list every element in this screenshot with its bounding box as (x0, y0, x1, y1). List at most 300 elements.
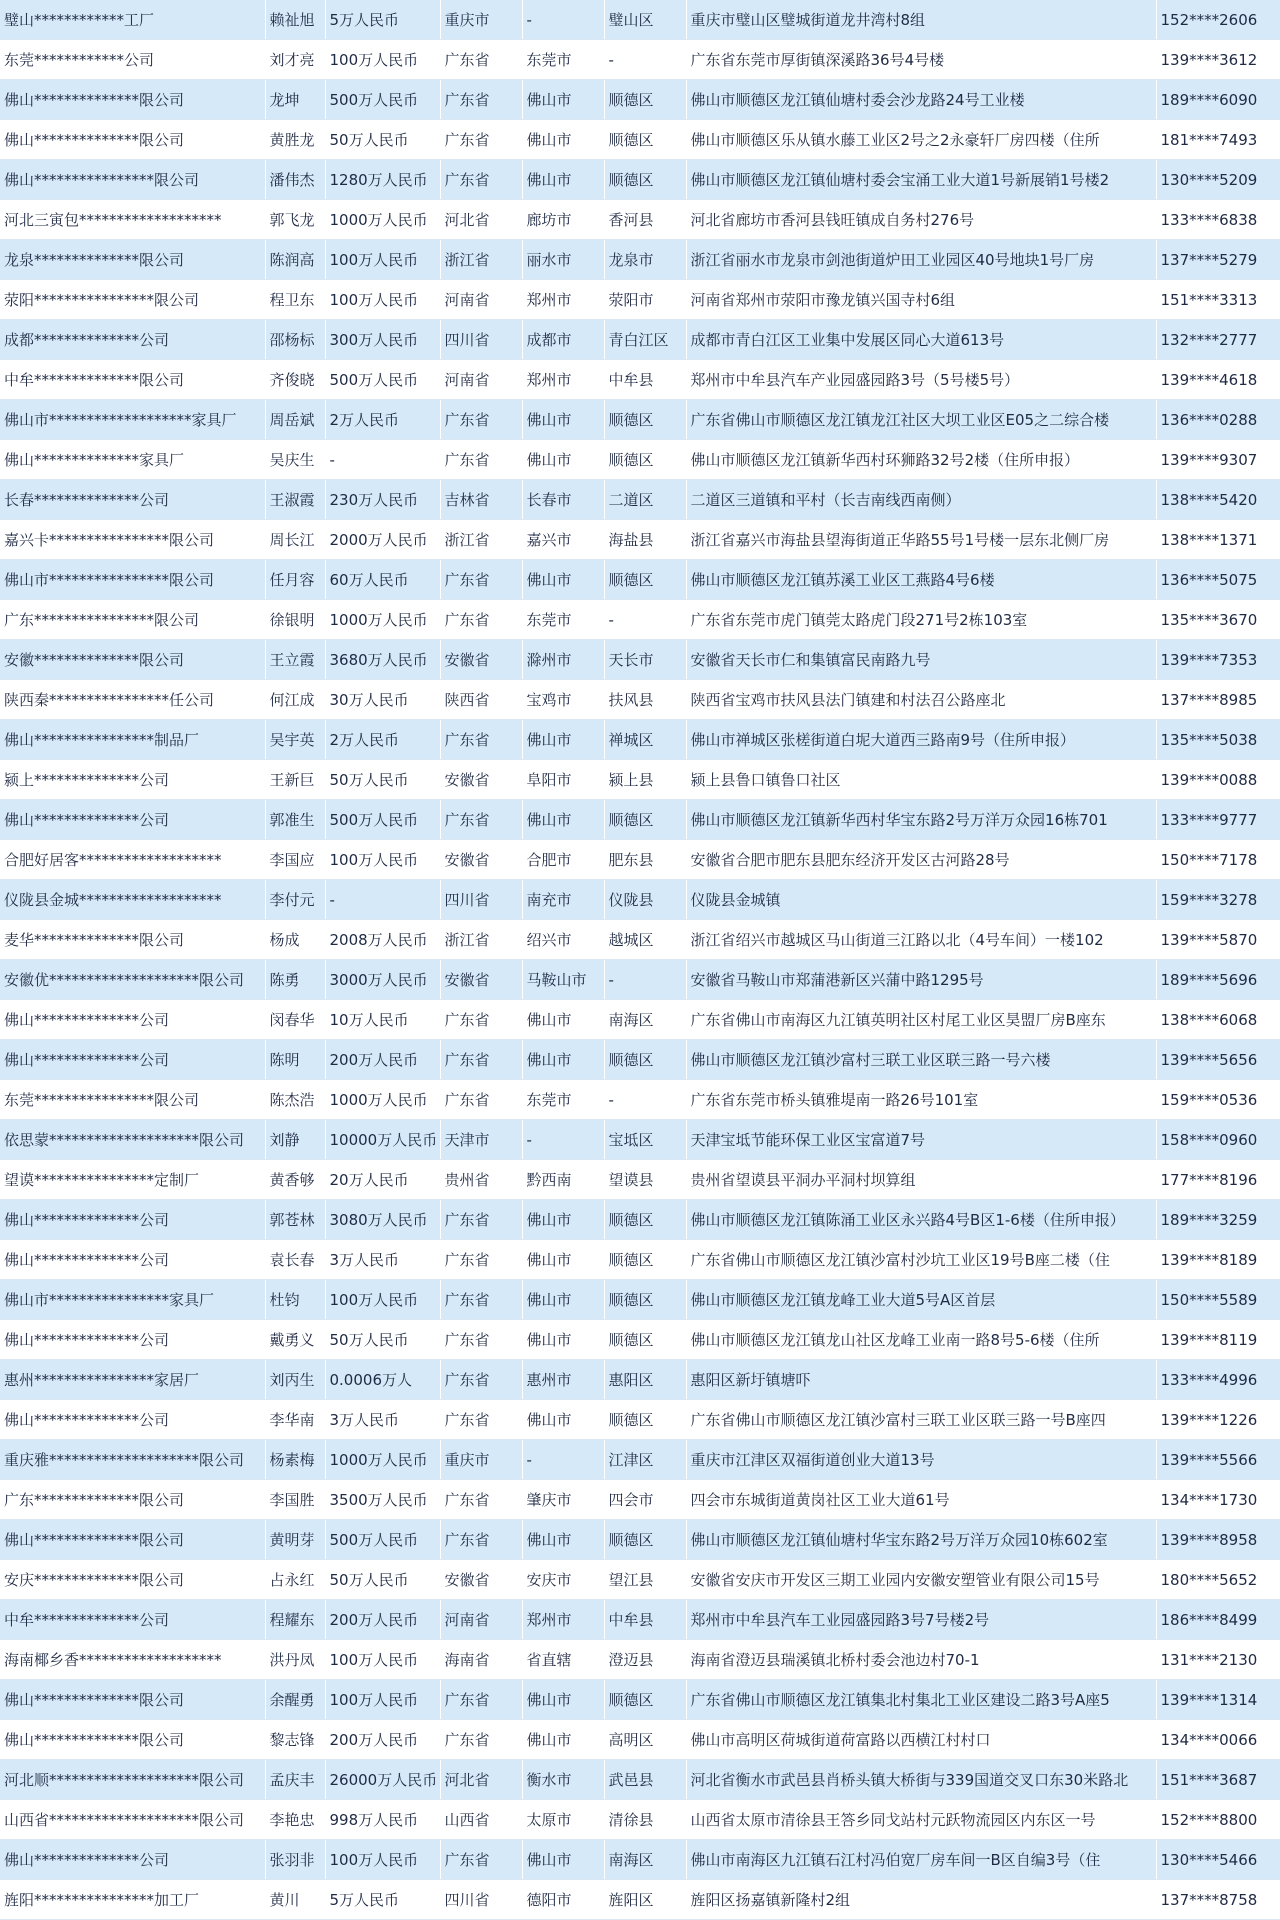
province-cell: 四川省 (440, 880, 522, 920)
district-cell: - (604, 600, 686, 640)
table-row (0, 1800, 1280, 1840)
province-cell: 广东省 (440, 560, 522, 600)
capital-cell: 50万人民币 (325, 1320, 440, 1360)
district-cell: 香河县 (604, 200, 686, 240)
company-name-cell: 佛山**************公司 (0, 800, 265, 840)
address-cell: 颍上县鲁口镇鲁口社区 (686, 760, 1156, 800)
contact-name-cell: 陈杰浩 (265, 1080, 325, 1120)
contact-name-cell: 郭苍林 (265, 1200, 325, 1240)
company-name-cell: 佛山**************公司 (0, 1240, 265, 1280)
contact-name-cell: 陈勇 (265, 960, 325, 1000)
city-cell: 省直辖 (522, 1640, 604, 1680)
company-name-cell: 佛山**************家具厂 (0, 440, 265, 480)
contact-name-cell: 闵春华 (265, 1000, 325, 1040)
capital-cell: 100万人民币 (325, 240, 440, 280)
capital-cell: 1000万人民币 (325, 1080, 440, 1120)
province-cell: 广东省 (440, 1240, 522, 1280)
capital-cell: 1000万人民币 (325, 1440, 440, 1480)
table-row (0, 1880, 1280, 1920)
phone-cell: 138****1371 (1156, 520, 1280, 560)
phone-cell: 133****4996 (1156, 1360, 1280, 1400)
province-cell: 广东省 (440, 1400, 522, 1440)
address-cell: 广东省东莞市虎门镇莞太路虎门段271号2栋103室 (686, 600, 1156, 640)
capital-cell: 3000万人民币 (325, 960, 440, 1000)
table-row (0, 920, 1280, 960)
contact-name-cell: 程耀东 (265, 1600, 325, 1640)
city-cell: 衡水市 (522, 1760, 604, 1800)
company-name-cell: 佛山市****************家具厂 (0, 1280, 265, 1320)
phone-cell: 159****0536 (1156, 1080, 1280, 1120)
address-cell: 山西省太原市清徐县王答乡同戈站村元跃物流园区内东区一号 (686, 1800, 1156, 1840)
contact-name-cell: 龙坤 (265, 80, 325, 120)
phone-cell: 152****2606 (1156, 0, 1280, 40)
address-cell: 佛山市顺德区龙江镇仙塘村委会沙龙路24号工业楼 (686, 80, 1156, 120)
province-cell: 四川省 (440, 320, 522, 360)
table-row (0, 40, 1280, 80)
district-cell: 顺德区 (604, 400, 686, 440)
company-name-cell: 重庆雅********************限公司 (0, 1440, 265, 1480)
table-row (0, 600, 1280, 640)
phone-cell: 131****2130 (1156, 1640, 1280, 1680)
city-cell: 佛山市 (522, 1320, 604, 1360)
address-cell: 贵州省望谟县平洞办平洞村坝算组 (686, 1160, 1156, 1200)
address-cell: 佛山市顺德区龙江镇苏溪工业区工燕路4号6楼 (686, 560, 1156, 600)
capital-cell: 60万人民币 (325, 560, 440, 600)
city-cell: 佛山市 (522, 1840, 604, 1880)
company-name-cell: 龙泉**************限公司 (0, 240, 265, 280)
table-row (0, 1080, 1280, 1120)
city-cell: - (522, 0, 604, 40)
contact-name-cell: 黄川 (265, 1880, 325, 1920)
capital-cell: 3万人民币 (325, 1400, 440, 1440)
table-row (0, 480, 1280, 520)
contact-name-cell: 杜钧 (265, 1280, 325, 1320)
city-cell: 丽水市 (522, 240, 604, 280)
capital-cell: 500万人民币 (325, 80, 440, 120)
city-cell: 郑州市 (522, 280, 604, 320)
table-row (0, 240, 1280, 280)
capital-cell: 300万人民币 (325, 320, 440, 360)
table-row (0, 440, 1280, 480)
company-name-cell: 麦华**************限公司 (0, 920, 265, 960)
city-cell: 肇庆市 (522, 1480, 604, 1520)
province-cell: 天津市 (440, 1120, 522, 1160)
address-cell: 天津宝坻节能环保工业区宝富道7号 (686, 1120, 1156, 1160)
address-cell: 浙江省绍兴市越城区马山街道三江路以北（4号车间）一楼102 (686, 920, 1156, 960)
contact-name-cell: 陈明 (265, 1040, 325, 1080)
city-cell: 黔西南 (522, 1160, 604, 1200)
address-cell: 成都市青白江区工业集中发展区同心大道613号 (686, 320, 1156, 360)
phone-cell: 180****5652 (1156, 1560, 1280, 1600)
district-cell: 龙泉市 (604, 240, 686, 280)
address-cell: 浙江省嘉兴市海盐县望海街道正华路55号1号楼一层东北侧厂房 (686, 520, 1156, 560)
province-cell: 广东省 (440, 1360, 522, 1400)
province-cell: 吉林省 (440, 480, 522, 520)
city-cell: 东莞市 (522, 1080, 604, 1120)
district-cell: 旌阳区 (604, 1880, 686, 1920)
company-name-cell: 东莞****************限公司 (0, 1080, 265, 1120)
province-cell: 安徽省 (440, 760, 522, 800)
capital-cell: 200万人民币 (325, 1720, 440, 1760)
district-cell: 江津区 (604, 1440, 686, 1480)
city-cell: 佛山市 (522, 560, 604, 600)
capital-cell: 998万人民币 (325, 1800, 440, 1840)
table-row (0, 1840, 1280, 1880)
capital-cell: 3万人民币 (325, 1240, 440, 1280)
phone-cell: 139****5566 (1156, 1440, 1280, 1480)
contact-name-cell: 陈润高 (265, 240, 325, 280)
table-row (0, 1520, 1280, 1560)
phone-cell: 189****6090 (1156, 80, 1280, 120)
table-row (0, 1040, 1280, 1080)
company-name-cell: 河北顺********************限公司 (0, 1760, 265, 1800)
table-row (0, 760, 1280, 800)
city-cell: 佛山市 (522, 1000, 604, 1040)
city-cell: 南充市 (522, 880, 604, 920)
company-name-cell: 佛山**************公司 (0, 1320, 265, 1360)
address-cell: 仪陇县金城镇 (686, 880, 1156, 920)
address-cell: 浙江省丽水市龙泉市剑池街道炉田工业园区40号地块1号厂房 (686, 240, 1156, 280)
province-cell: 四川省 (440, 1880, 522, 1920)
city-cell: 佛山市 (522, 400, 604, 440)
address-cell: 郑州市中牟县汽车工业园盛园路3号7号楼2号 (686, 1600, 1156, 1640)
contact-name-cell: 戴勇义 (265, 1320, 325, 1360)
contact-name-cell: 李付元 (265, 880, 325, 920)
table-row (0, 560, 1280, 600)
province-cell: 广东省 (440, 1320, 522, 1360)
capital-cell: 3680万人民币 (325, 640, 440, 680)
contact-name-cell: 郭准生 (265, 800, 325, 840)
phone-cell: 138****6068 (1156, 1000, 1280, 1040)
company-name-cell: 佛山**************公司 (0, 1000, 265, 1040)
table-row (0, 320, 1280, 360)
address-cell: 旌阳区扬嘉镇新隆村2组 (686, 1880, 1156, 1920)
phone-cell: 186****8499 (1156, 1600, 1280, 1640)
district-cell: 澄迈县 (604, 1640, 686, 1680)
city-cell: 长春市 (522, 480, 604, 520)
district-cell: 宝坻区 (604, 1120, 686, 1160)
contact-name-cell: 占永红 (265, 1560, 325, 1600)
capital-cell: 50万人民币 (325, 760, 440, 800)
province-cell: 广东省 (440, 1200, 522, 1240)
capital-cell: 10000万人民币 (325, 1120, 440, 1160)
province-cell: 广东省 (440, 1520, 522, 1560)
company-name-cell: 荥阳****************限公司 (0, 280, 265, 320)
province-cell: 广东省 (440, 1480, 522, 1520)
company-name-cell: 惠州****************家居厂 (0, 1360, 265, 1400)
capital-cell: 0.0006万人 (325, 1360, 440, 1400)
capital-cell: 100万人民币 (325, 1680, 440, 1720)
city-cell: 佛山市 (522, 1400, 604, 1440)
capital-cell: 5万人民币 (325, 0, 440, 40)
phone-cell: 150****5589 (1156, 1280, 1280, 1320)
address-cell: 广东省佛山市南海区九江镇英明社区村尾工业区昊盟厂房B座东 (686, 1000, 1156, 1040)
company-name-cell: 成都**************公司 (0, 320, 265, 360)
city-cell: 郑州市 (522, 360, 604, 400)
table-row (0, 1760, 1280, 1800)
district-cell: 海盐县 (604, 520, 686, 560)
district-cell: 颍上县 (604, 760, 686, 800)
address-cell: 佛山市顺德区乐从镇水藤工业区2号之2永豪轩厂房四楼（住所 (686, 120, 1156, 160)
capital-cell: 1000万人民币 (325, 600, 440, 640)
city-cell: 滁州市 (522, 640, 604, 680)
address-cell: 重庆市江津区双福街道创业大道13号 (686, 1440, 1156, 1480)
city-cell: 合肥市 (522, 840, 604, 880)
company-name-cell: 佛山**************公司 (0, 1200, 265, 1240)
phone-cell: 136****0288 (1156, 400, 1280, 440)
phone-cell: 189****3259 (1156, 1200, 1280, 1240)
address-cell: 海南省澄迈县瑞溪镇北桥村委会池边村70-1 (686, 1640, 1156, 1680)
table-row (0, 1600, 1280, 1640)
city-cell: 成都市 (522, 320, 604, 360)
table-row (0, 880, 1280, 920)
table-row (0, 1200, 1280, 1240)
city-cell: 佛山市 (522, 1240, 604, 1280)
phone-cell: 130****5209 (1156, 160, 1280, 200)
district-cell: 中牟县 (604, 1600, 686, 1640)
contact-name-cell: 吴宇英 (265, 720, 325, 760)
province-cell: 浙江省 (440, 920, 522, 960)
phone-cell: 177****8196 (1156, 1160, 1280, 1200)
table-row (0, 680, 1280, 720)
company-name-cell: 佛山**************限公司 (0, 120, 265, 160)
district-cell: 中牟县 (604, 360, 686, 400)
capital-cell: 100万人民币 (325, 1840, 440, 1880)
table-row (0, 1120, 1280, 1160)
capital-cell: 2万人民币 (325, 400, 440, 440)
company-name-cell: 佛山**************公司 (0, 1840, 265, 1880)
district-cell: - (604, 1080, 686, 1120)
city-cell: 佛山市 (522, 1280, 604, 1320)
province-cell: 浙江省 (440, 520, 522, 560)
contact-name-cell: 程卫东 (265, 280, 325, 320)
address-cell: 广东省东莞市桥头镇雅堤南一路26号101室 (686, 1080, 1156, 1120)
address-cell: 安徽省马鞍山市郑蒲港新区兴蒲中路1295号 (686, 960, 1156, 1000)
capital-cell: 3500万人民币 (325, 1480, 440, 1520)
company-name-cell: 仪陇县金城******************* (0, 880, 265, 920)
phone-cell: 181****7493 (1156, 120, 1280, 160)
contact-name-cell: 齐俊晓 (265, 360, 325, 400)
address-cell: 广东省佛山市顺德区龙江镇沙富村三联工业区联三路一号B座四 (686, 1400, 1156, 1440)
phone-cell: 189****5696 (1156, 960, 1280, 1000)
district-cell: 顺德区 (604, 1680, 686, 1720)
contact-name-cell: 黄明芽 (265, 1520, 325, 1560)
capital-cell: 500万人民币 (325, 360, 440, 400)
phone-cell: 133****9777 (1156, 800, 1280, 840)
company-name-cell: 佛山**************限公司 (0, 1680, 265, 1720)
province-cell: 广东省 (440, 80, 522, 120)
table-row (0, 200, 1280, 240)
address-cell: 陕西省宝鸡市扶风县法门镇建和村法召公路座北 (686, 680, 1156, 720)
contact-name-cell: 李艳忠 (265, 1800, 325, 1840)
district-cell: 高明区 (604, 1720, 686, 1760)
city-cell: 佛山市 (522, 1040, 604, 1080)
company-name-cell: 佛山市*******************家具厂 (0, 400, 265, 440)
contact-name-cell: 徐银明 (265, 600, 325, 640)
capital-cell: 100万人民币 (325, 1640, 440, 1680)
contact-name-cell: 杨素梅 (265, 1440, 325, 1480)
table-row (0, 160, 1280, 200)
phone-cell: 139****8958 (1156, 1520, 1280, 1560)
province-cell: 海南省 (440, 1640, 522, 1680)
company-name-cell: 安徽优********************限公司 (0, 960, 265, 1000)
district-cell: 青白江区 (604, 320, 686, 360)
address-cell: 惠阳区新圩镇塘吓 (686, 1360, 1156, 1400)
capital-cell: 30万人民币 (325, 680, 440, 720)
city-cell: 佛山市 (522, 800, 604, 840)
table-row (0, 1640, 1280, 1680)
province-cell: 广东省 (440, 800, 522, 840)
province-cell: 安徽省 (440, 640, 522, 680)
capital-cell: - (325, 880, 440, 920)
district-cell: 荥阳市 (604, 280, 686, 320)
company-name-cell: 河北三寅包******************* (0, 200, 265, 240)
contact-name-cell: 刘丙生 (265, 1360, 325, 1400)
phone-cell: 137****5279 (1156, 240, 1280, 280)
table-row (0, 1280, 1280, 1320)
phone-cell: 139****0088 (1156, 760, 1280, 800)
district-cell: 璧山区 (604, 0, 686, 40)
company-name-cell: 璧山************工厂 (0, 0, 265, 40)
contact-name-cell: 李国应 (265, 840, 325, 880)
city-cell: - (522, 1120, 604, 1160)
address-cell: 佛山市顺德区龙江镇仙塘村委会宝涌工业大道1号新展销1号楼2 (686, 160, 1156, 200)
capital-cell: 200万人民币 (325, 1040, 440, 1080)
district-cell: 天长市 (604, 640, 686, 680)
province-cell: 河南省 (440, 1600, 522, 1640)
district-cell: 南海区 (604, 1000, 686, 1040)
phone-cell: 130****5466 (1156, 1840, 1280, 1880)
city-cell: 佛山市 (522, 120, 604, 160)
district-cell: - (604, 960, 686, 1000)
table-row (0, 640, 1280, 680)
company-name-cell: 佛山**************公司 (0, 1400, 265, 1440)
province-cell: 河南省 (440, 360, 522, 400)
province-cell: 广东省 (440, 1040, 522, 1080)
phone-cell: 137****8758 (1156, 1880, 1280, 1920)
phone-cell: 138****5420 (1156, 480, 1280, 520)
province-cell: 广东省 (440, 440, 522, 480)
city-cell: 佛山市 (522, 440, 604, 480)
province-cell: 安徽省 (440, 1560, 522, 1600)
capital-cell: 100万人民币 (325, 280, 440, 320)
province-cell: 广东省 (440, 720, 522, 760)
province-cell: 河北省 (440, 200, 522, 240)
company-name-cell: 嘉兴卡****************限公司 (0, 520, 265, 560)
company-name-cell: 佛山**************限公司 (0, 1520, 265, 1560)
address-cell: 重庆市璧山区璧城街道龙井湾村8组 (686, 0, 1156, 40)
district-cell: 顺德区 (604, 560, 686, 600)
capital-cell: 100万人民币 (325, 840, 440, 880)
phone-cell: 133****6838 (1156, 200, 1280, 240)
company-name-cell: 长春**************公司 (0, 480, 265, 520)
address-cell: 佛山市南海区九江镇石江村冯伯宽厂房车间一B区自编3号（住 (686, 1840, 1156, 1880)
contact-name-cell: 袁长春 (265, 1240, 325, 1280)
province-cell: 广东省 (440, 1680, 522, 1720)
city-cell: 廊坊市 (522, 200, 604, 240)
address-cell: 郑州市中牟县汽车产业园盛园路3号（5号楼5号） (686, 360, 1156, 400)
province-cell: 安徽省 (440, 960, 522, 1000)
contact-name-cell: 杨成 (265, 920, 325, 960)
contact-name-cell: 刘静 (265, 1120, 325, 1160)
address-cell: 广东省东莞市厚街镇深溪路36号4号楼 (686, 40, 1156, 80)
capital-cell: 500万人民币 (325, 1520, 440, 1560)
table-row (0, 280, 1280, 320)
company-name-cell: 佛山**************公司 (0, 1040, 265, 1080)
contact-name-cell: 郭飞龙 (265, 200, 325, 240)
company-name-cell: 佛山****************限公司 (0, 160, 265, 200)
table-row (0, 1400, 1280, 1440)
city-cell: 宝鸡市 (522, 680, 604, 720)
address-cell: 二道区三道镇和平村（长吉南线西南侧） (686, 480, 1156, 520)
table-row (0, 840, 1280, 880)
address-cell: 广东省佛山市顺德区龙江镇集北村集北工业区建设二路3号A座5 (686, 1680, 1156, 1720)
capital-cell: 5万人民币 (325, 1880, 440, 1920)
capital-cell: 2008万人民币 (325, 920, 440, 960)
city-cell: 东莞市 (522, 40, 604, 80)
address-cell: 佛山市顺德区龙江镇新华西村华宝东路2号万洋万众园16栋701 (686, 800, 1156, 840)
capital-cell: 10万人民币 (325, 1000, 440, 1040)
capital-cell: 26000万人民币 (325, 1760, 440, 1800)
table-row (0, 1480, 1280, 1520)
city-cell: 佛山市 (522, 1680, 604, 1720)
phone-cell: 139****8119 (1156, 1320, 1280, 1360)
address-cell: 佛山市顺德区龙江镇仙塘村华宝东路2号万洋万众园10栋602室 (686, 1520, 1156, 1560)
phone-cell: 151****3313 (1156, 280, 1280, 320)
capital-cell: 2万人民币 (325, 720, 440, 760)
table-row (0, 1440, 1280, 1480)
province-cell: 重庆市 (440, 1440, 522, 1480)
phone-cell: 139****5870 (1156, 920, 1280, 960)
city-cell: 佛山市 (522, 1200, 604, 1240)
district-cell: 顺德区 (604, 120, 686, 160)
company-name-cell: 山西省********************限公司 (0, 1800, 265, 1840)
contact-name-cell: 王新巨 (265, 760, 325, 800)
table-row (0, 360, 1280, 400)
capital-cell: 100万人民币 (325, 1280, 440, 1320)
capital-cell: 20万人民币 (325, 1160, 440, 1200)
district-cell: 清徐县 (604, 1800, 686, 1840)
table-row (0, 1680, 1280, 1720)
district-cell: 扶风县 (604, 680, 686, 720)
district-cell: 顺德区 (604, 1400, 686, 1440)
province-cell: 广东省 (440, 1080, 522, 1120)
phone-cell: 134****0066 (1156, 1720, 1280, 1760)
capital-cell: 1000万人民币 (325, 200, 440, 240)
capital-cell: 1280万人民币 (325, 160, 440, 200)
city-cell: 佛山市 (522, 1520, 604, 1560)
address-cell: 四会市东城街道黄岗社区工业大道61号 (686, 1480, 1156, 1520)
capital-cell: 2000万人民币 (325, 520, 440, 560)
city-cell: - (522, 1440, 604, 1480)
table-row (0, 1320, 1280, 1360)
district-cell: 禅城区 (604, 720, 686, 760)
district-cell: 肥东县 (604, 840, 686, 880)
table-row (0, 1720, 1280, 1760)
capital-cell: 50万人民币 (325, 1560, 440, 1600)
address-cell: 安徽省安庆市开发区三期工业园内安徽安塑管业有限公司15号 (686, 1560, 1156, 1600)
phone-cell: 135****3670 (1156, 600, 1280, 640)
address-cell: 佛山市顺德区龙江镇新华西村环狮路32号2楼（住所申报） (686, 440, 1156, 480)
table-row (0, 400, 1280, 440)
table-row (0, 1360, 1280, 1400)
company-name-cell: 陕西秦****************任公司 (0, 680, 265, 720)
province-cell: 广东省 (440, 40, 522, 80)
province-cell: 广东省 (440, 1000, 522, 1040)
address-cell: 佛山市顺德区龙江镇龙山社区龙峰工业南一路8号5-6楼（住所 (686, 1320, 1156, 1360)
province-cell: 广东省 (440, 600, 522, 640)
phone-cell: 158****0960 (1156, 1120, 1280, 1160)
